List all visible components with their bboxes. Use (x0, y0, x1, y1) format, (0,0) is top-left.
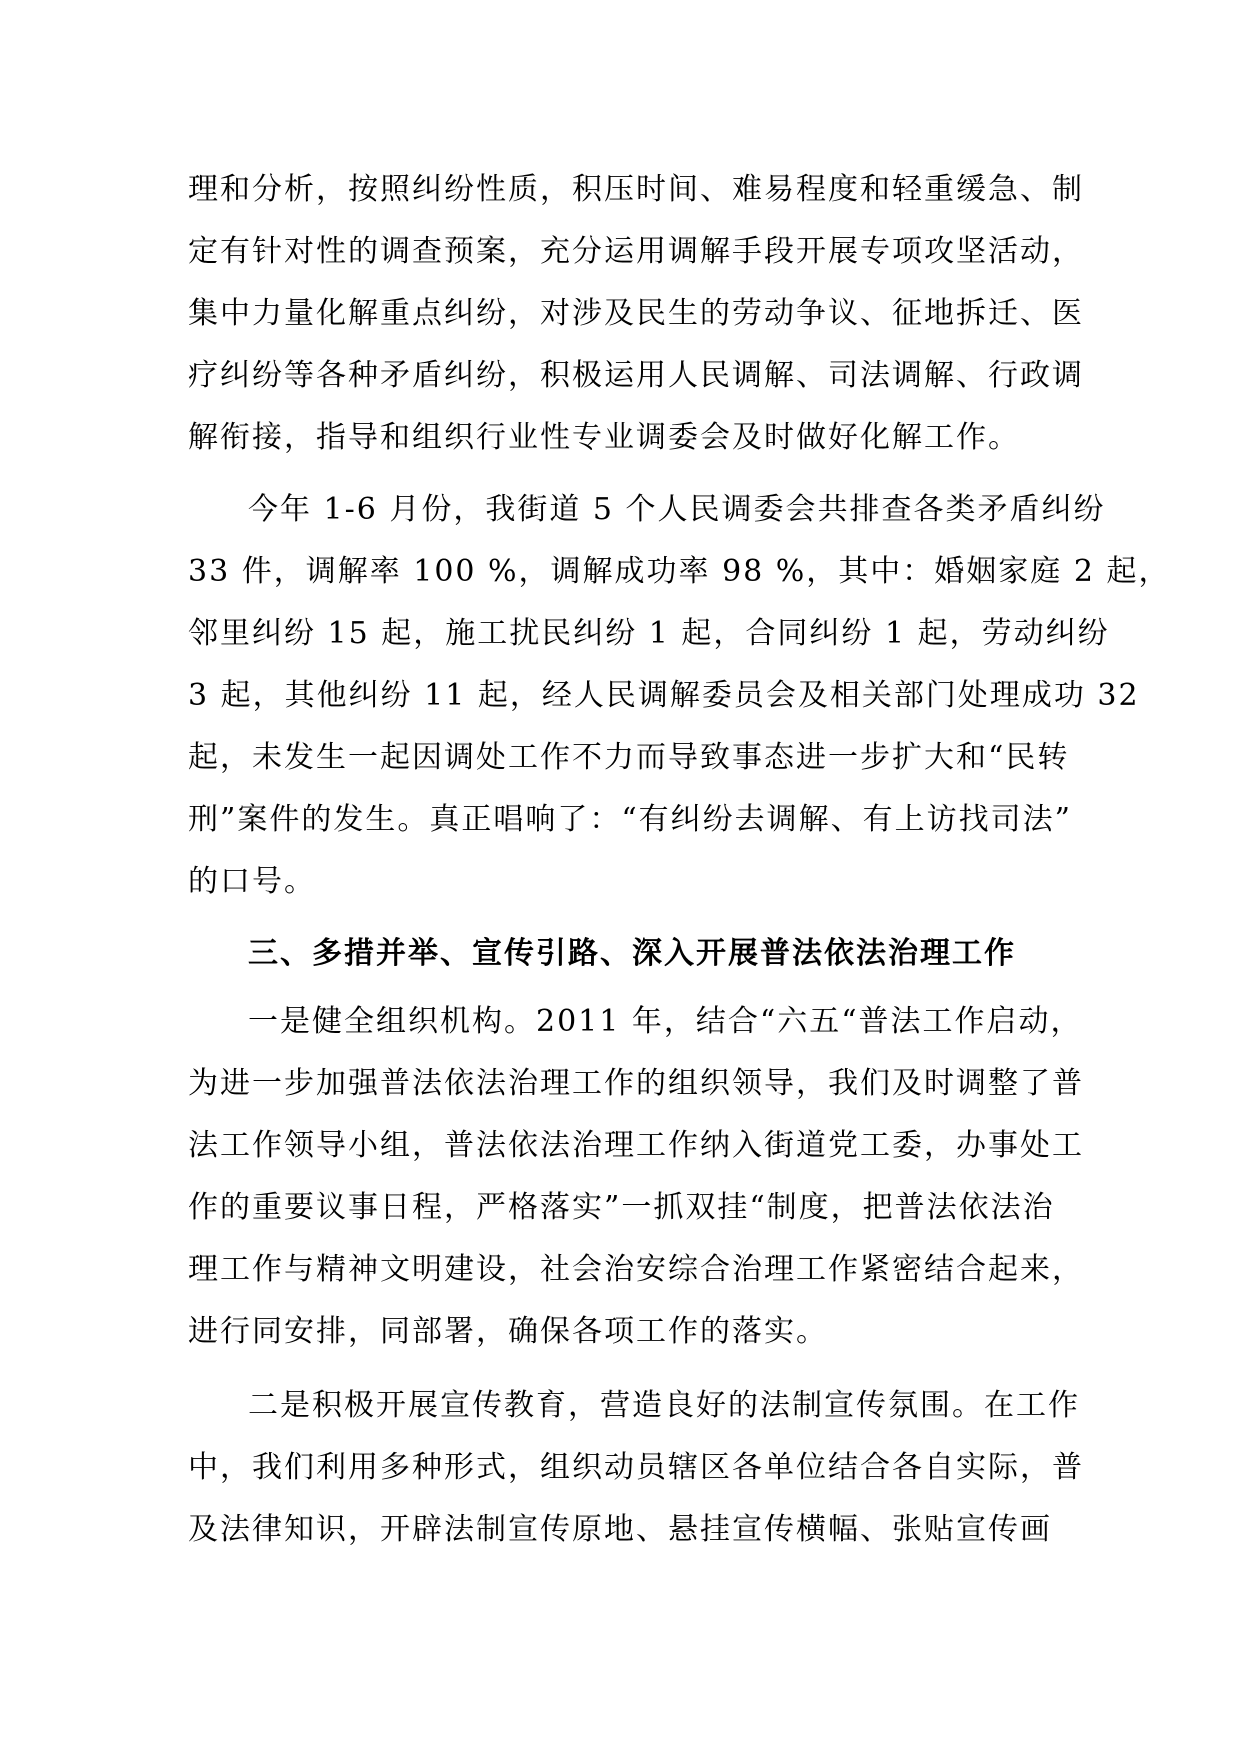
body-text-line: 作的重要议事日程，严格落实”一抓双挂“制度，把普法依法治 (188, 1190, 1055, 1225)
body-text-line: 邻里纠纷 15 起，施工扰民纠纷 1 起，合同纠纷 1 起，劳动纠纷 (188, 616, 1110, 651)
body-text-line: 法工作领导小组，普法依法治理工作纳入街道党工委，办事处工 (188, 1128, 1084, 1163)
body-text-line: 3 起，其他纠纷 11 起，经人民调解委员会及相关部门处理成功 32 (188, 678, 1140, 713)
body-text-line: 中，我们利用多种形式，组织动员辖区各单位结合各自实际，普 (188, 1450, 1084, 1485)
paragraph-first-line: 二是积极开展宣传教育，营造良好的法制宣传氛围。在工作 (248, 1388, 1080, 1423)
body-text-line: 为进一步加强普法依法治理工作的组织领导，我们及时调整了普 (188, 1066, 1084, 1101)
body-text-line: 理和分析，按照纠纷性质，积压时间、难易程度和轻重缓急、制 (188, 172, 1084, 207)
body-text-line: 理工作与精神文明建设，社会治安综合治理工作紧密结合起来， (188, 1252, 1084, 1287)
body-text-line: 及法律知识，开辟法制宣传原地、悬挂宣传横幅、张贴宣传画 (188, 1512, 1052, 1547)
body-text-line: 疗纠纷等各种矛盾纠纷，积极运用人民调解、司法调解、行政调 (188, 358, 1084, 393)
body-text-line: 刑”案件的发生。真正唱响了：“有纠纷去调解、有上访找司法” (188, 802, 1073, 837)
body-text-line: 起，未发生一起因调处工作不力而导致事态进一步扩大和“民转 (188, 740, 1070, 775)
body-text-line: 集中力量化解重点纠纷，对涉及民生的劳动争议、征地拆迁、医 (188, 296, 1084, 331)
body-text-line: 的口号。 (188, 864, 316, 899)
body-text-line: 解衔接，指导和组织行业性专业调委会及时做好化解工作。 (188, 420, 1020, 455)
section-heading: 三、多措并举、宣传引路、深入开展普法依法治理工作 (248, 936, 1016, 971)
body-text-line: 进行同安排，同部署，确保各项工作的落实。 (188, 1314, 828, 1349)
body-text-line: 定有针对性的调查预案，充分运用调解手段开展专项攻坚活动， (188, 234, 1084, 269)
body-text-line: 33 件，调解率 100 %，调解成功率 98 %，其中：婚姻家庭 2 起， (188, 554, 1171, 589)
paragraph-first-line: 一是健全组织机构。2011 年，结合“六五“普法工作启动， (248, 1004, 1083, 1039)
paragraph-first-line: 今年 1-6 月份，我街道 5 个人民调委会共排查各类矛盾纠纷 (248, 492, 1106, 527)
